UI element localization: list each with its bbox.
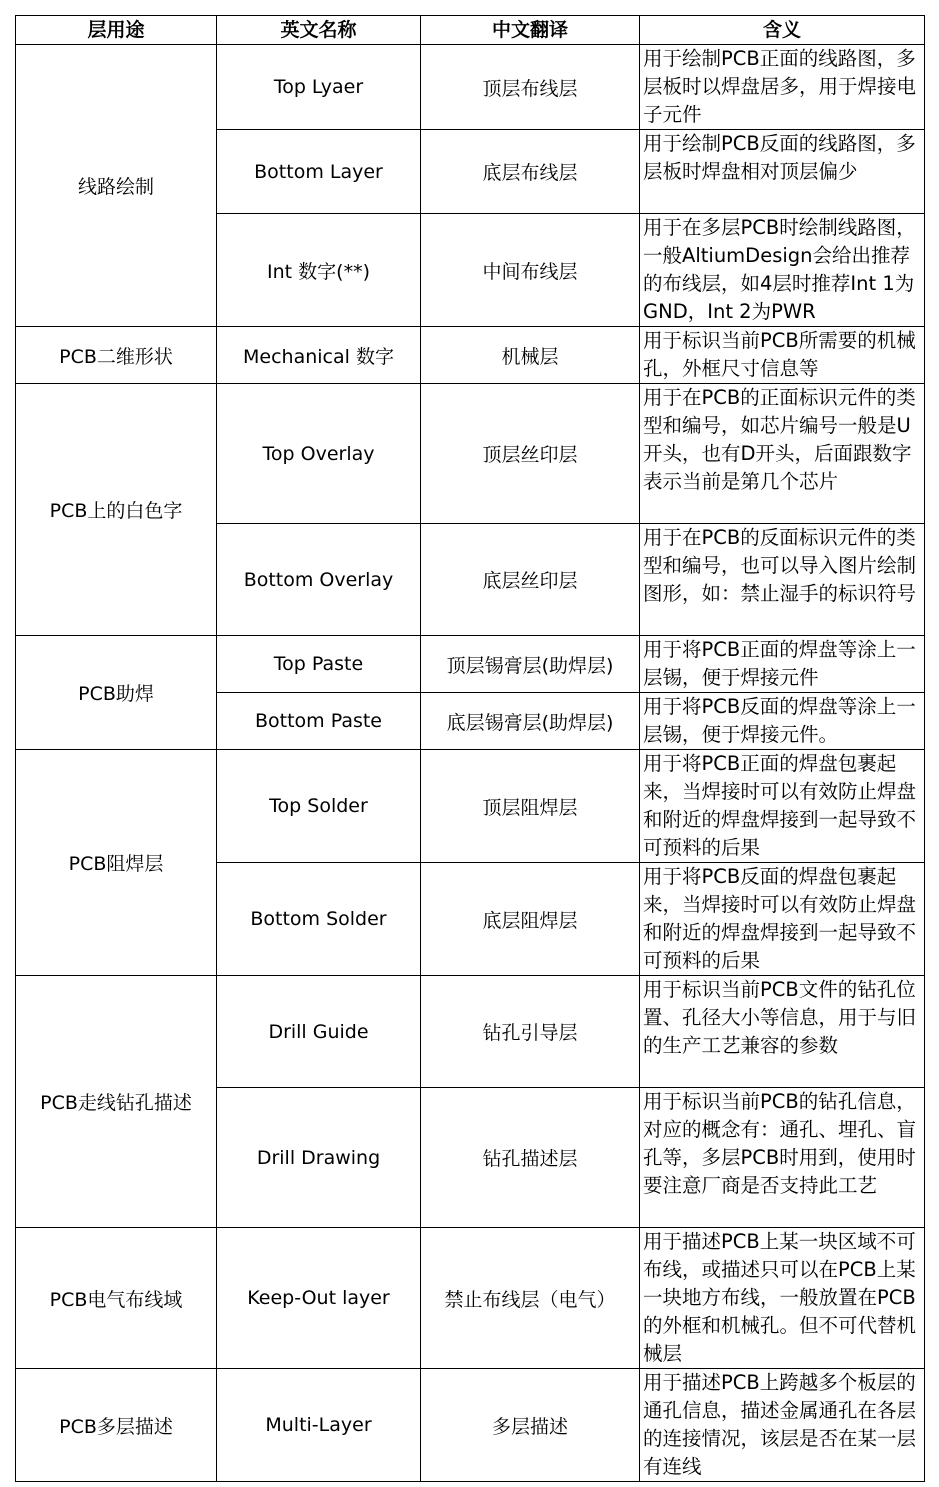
english-name-cell: Multi-Layer	[217, 1369, 421, 1482]
table-row	[16, 1369, 925, 1482]
table-row	[16, 384, 925, 524]
chinese-name-cell: 钻孔描述层	[421, 1088, 640, 1228]
meaning-cell: 用于描述PCB上跨越多个板层的通孔信息，描述金属通孔在各层的连接情况，该层是否在某一层有连线	[640, 1369, 925, 1482]
english-name-cell: Bottom Solder	[217, 863, 421, 976]
chinese-name-cell: 机械层	[421, 327, 640, 384]
header-purpose: 层用途	[16, 16, 217, 45]
table-row	[16, 636, 925, 693]
english-name-cell: Bottom Layer	[217, 130, 421, 214]
english-name-cell: Keep-Out layer	[217, 1228, 421, 1369]
english-name-cell: Mechanical 数字	[217, 327, 421, 384]
english-name-cell: Drill Guide	[217, 976, 421, 1088]
chinese-name-cell: 顶层锡膏层(助焊层)	[421, 636, 640, 693]
meaning-cell: 用于在多层PCB时绘制线路图，一般AltiumDesign会给出推荐的布线层，如4层时推荐Int 1为GND，Int 2为PWR	[640, 214, 925, 327]
header-row	[16, 16, 925, 45]
english-name-cell: Top Paste	[217, 636, 421, 693]
table-row	[16, 45, 925, 130]
chinese-name-cell: 钻孔引导层	[421, 976, 640, 1088]
chinese-name-cell: 底层布线层	[421, 130, 640, 214]
meaning-cell: 用于绘制PCB反面的线路图，多层板时焊盘相对顶层偏少	[640, 130, 925, 214]
meaning-cell: 用于标识当前PCB所需要的机械孔，外框尺寸信息等	[640, 327, 925, 384]
purpose-cell: PCB多层描述	[16, 1369, 217, 1482]
header-meaning: 含义	[640, 16, 925, 45]
chinese-name-cell: 中间布线层	[421, 214, 640, 327]
meaning-cell: 用于标识当前PCB文件的钻孔位置、孔径大小等信息，用于与旧的生产工艺兼容的参数	[640, 976, 925, 1088]
purpose-cell: PCB走线钻孔描述	[16, 976, 217, 1228]
meaning-cell: 用于在PCB的正面标识元件的类型和编号，如芯片编号一般是U开头，也有D开头，后面跟数字表示当前是第几个芯片	[640, 384, 925, 524]
meaning-cell: 用于将PCB反面的焊盘等涂上一层锡，便于焊接元件。	[640, 693, 925, 750]
english-name-cell: Int 数字(**)	[217, 214, 421, 327]
purpose-cell: PCB电气布线域	[16, 1228, 217, 1369]
english-name-cell: Drill Drawing	[217, 1088, 421, 1228]
chinese-name-cell: 多层描述	[421, 1369, 640, 1482]
english-name-cell: Top Solder	[217, 750, 421, 863]
purpose-cell: 线路绘制	[16, 45, 217, 327]
table-row	[16, 976, 925, 1088]
purpose-cell: PCB上的白色字	[16, 384, 217, 636]
purpose-cell: PCB二维形状	[16, 327, 217, 384]
chinese-name-cell: 禁止布线层（电气）	[421, 1228, 640, 1369]
meaning-cell: 用于在PCB的反面标识元件的类型和编号，也可以导入图片绘制图形，如：禁止湿手的标识符号	[640, 524, 925, 636]
meaning-cell: 用于描述PCB上某一块区域不可布线，或描述只可以在PCB上某一块地方布线，一般放置在PCB的外框和机械孔。但不可代替机械层	[640, 1228, 925, 1369]
english-name-cell: Top Overlay	[217, 384, 421, 524]
chinese-name-cell: 顶层丝印层	[421, 384, 640, 524]
english-name-cell: Bottom Overlay	[217, 524, 421, 636]
purpose-cell: PCB阻焊层	[16, 750, 217, 976]
table-row	[16, 1228, 925, 1369]
meaning-cell: 用于将PCB反面的焊盘包裹起来，当焊接时可以有效防止焊盘和附近的焊盘焊接到一起导致不可预料的后果	[640, 863, 925, 976]
chinese-name-cell: 底层锡膏层(助焊层)	[421, 693, 640, 750]
english-name-cell: Top Lyaer	[217, 45, 421, 130]
chinese-name-cell: 底层阻焊层	[421, 863, 640, 976]
header-english-name: 英文名称	[217, 16, 421, 45]
chinese-name-cell: 顶层阻焊层	[421, 750, 640, 863]
header-chinese-translation: 中文翻译	[421, 16, 640, 45]
pcb-layer-table	[15, 15, 925, 1482]
chinese-name-cell: 顶层布线层	[421, 45, 640, 130]
table-row	[16, 750, 925, 863]
meaning-cell: 用于标识当前PCB的钻孔信息，对应的概念有：通孔、埋孔、盲孔等，多层PCB时用到，使用时要注意厂商是否支持此工艺	[640, 1088, 925, 1228]
meaning-cell: 用于将PCB正面的焊盘包裹起来，当焊接时可以有效防止焊盘和附近的焊盘焊接到一起导致不可预料的后果	[640, 750, 925, 863]
meaning-cell: 用于将PCB正面的焊盘等涂上一层锡，便于焊接元件	[640, 636, 925, 693]
chinese-name-cell: 底层丝印层	[421, 524, 640, 636]
meaning-cell: 用于绘制PCB正面的线路图，多层板时以焊盘居多，用于焊接电子元件	[640, 45, 925, 130]
english-name-cell: Bottom Paste	[217, 693, 421, 750]
table-row	[16, 327, 925, 384]
purpose-cell: PCB助焊	[16, 636, 217, 750]
